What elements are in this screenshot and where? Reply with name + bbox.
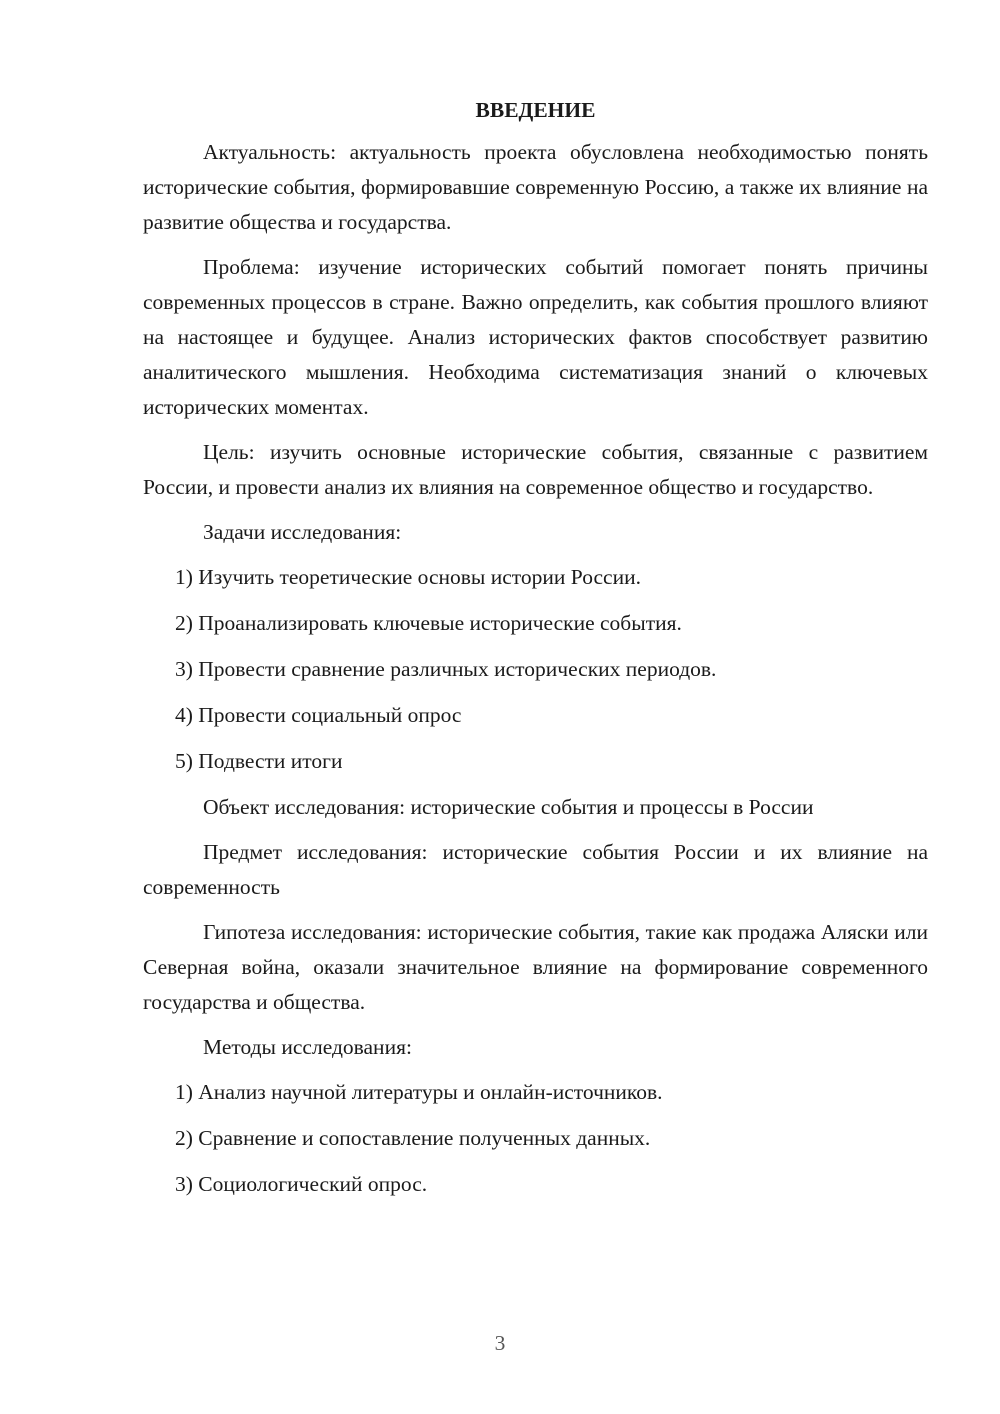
list-item: 2) Проанализировать ключевые исторические события. (175, 611, 682, 635)
tasks-heading: Задачи исследования: (203, 520, 402, 544)
page-content (143, 93, 928, 1213)
list-item: 4) Провести социальный опрос (175, 703, 462, 727)
list-item: 5) Подвести итоги (175, 749, 343, 773)
paragraph-object: Объект исследования: исторические события и процессы в России (203, 795, 814, 819)
methods-heading: Методы исследования: (203, 1035, 412, 1059)
list-item: 3) Социологический опрос. (175, 1172, 428, 1196)
list-item: 3) Провести сравнение различных исторических периодов. (175, 657, 717, 681)
list-item: 1) Изучить теоретические основы истории России. (175, 565, 641, 589)
list-item: 1) Анализ научной литературы и онлайн-источников. (175, 1080, 663, 1104)
paragraph-subject: Предмет исследования: исторические события России и их влияние на современность (143, 840, 928, 899)
paragraph-actuality: Актуальность: актуальность проекта обусловлена необходимостью понять исторические события, формировавшие современную Россию, а также их влияние на развитие общества и государства. (143, 140, 928, 234)
paragraph-hypothesis: Гипотеза исследования: исторические события, такие как продажа Аляски или Северная война, оказали значительное влияние на формирование современного государства и общества. (143, 920, 928, 1014)
paragraph-problem: Проблема: изучение исторических событий помогает понять причины современных процессов в стране. Важно определить, как события прошлого влияют на настоящее и будущее. Анализ исторических фактов способствует развитию аналитического мышления. Необходима систематизация знаний о ключевых исторических моментах. (143, 255, 928, 419)
methods-list (143, 1075, 928, 1202)
tasks-list (143, 560, 928, 779)
page-title: ВВЕДЕНИЕ (475, 98, 596, 122)
page-number: 3 (494, 1331, 506, 1355)
paragraph-goal: Цель: изучить основные исторические события, связанные с развитием России, и провести анализ их влияния на современное общество и государство. (143, 440, 928, 499)
list-item: 2) Сравнение и сопоставление полученных данных. (175, 1126, 651, 1150)
